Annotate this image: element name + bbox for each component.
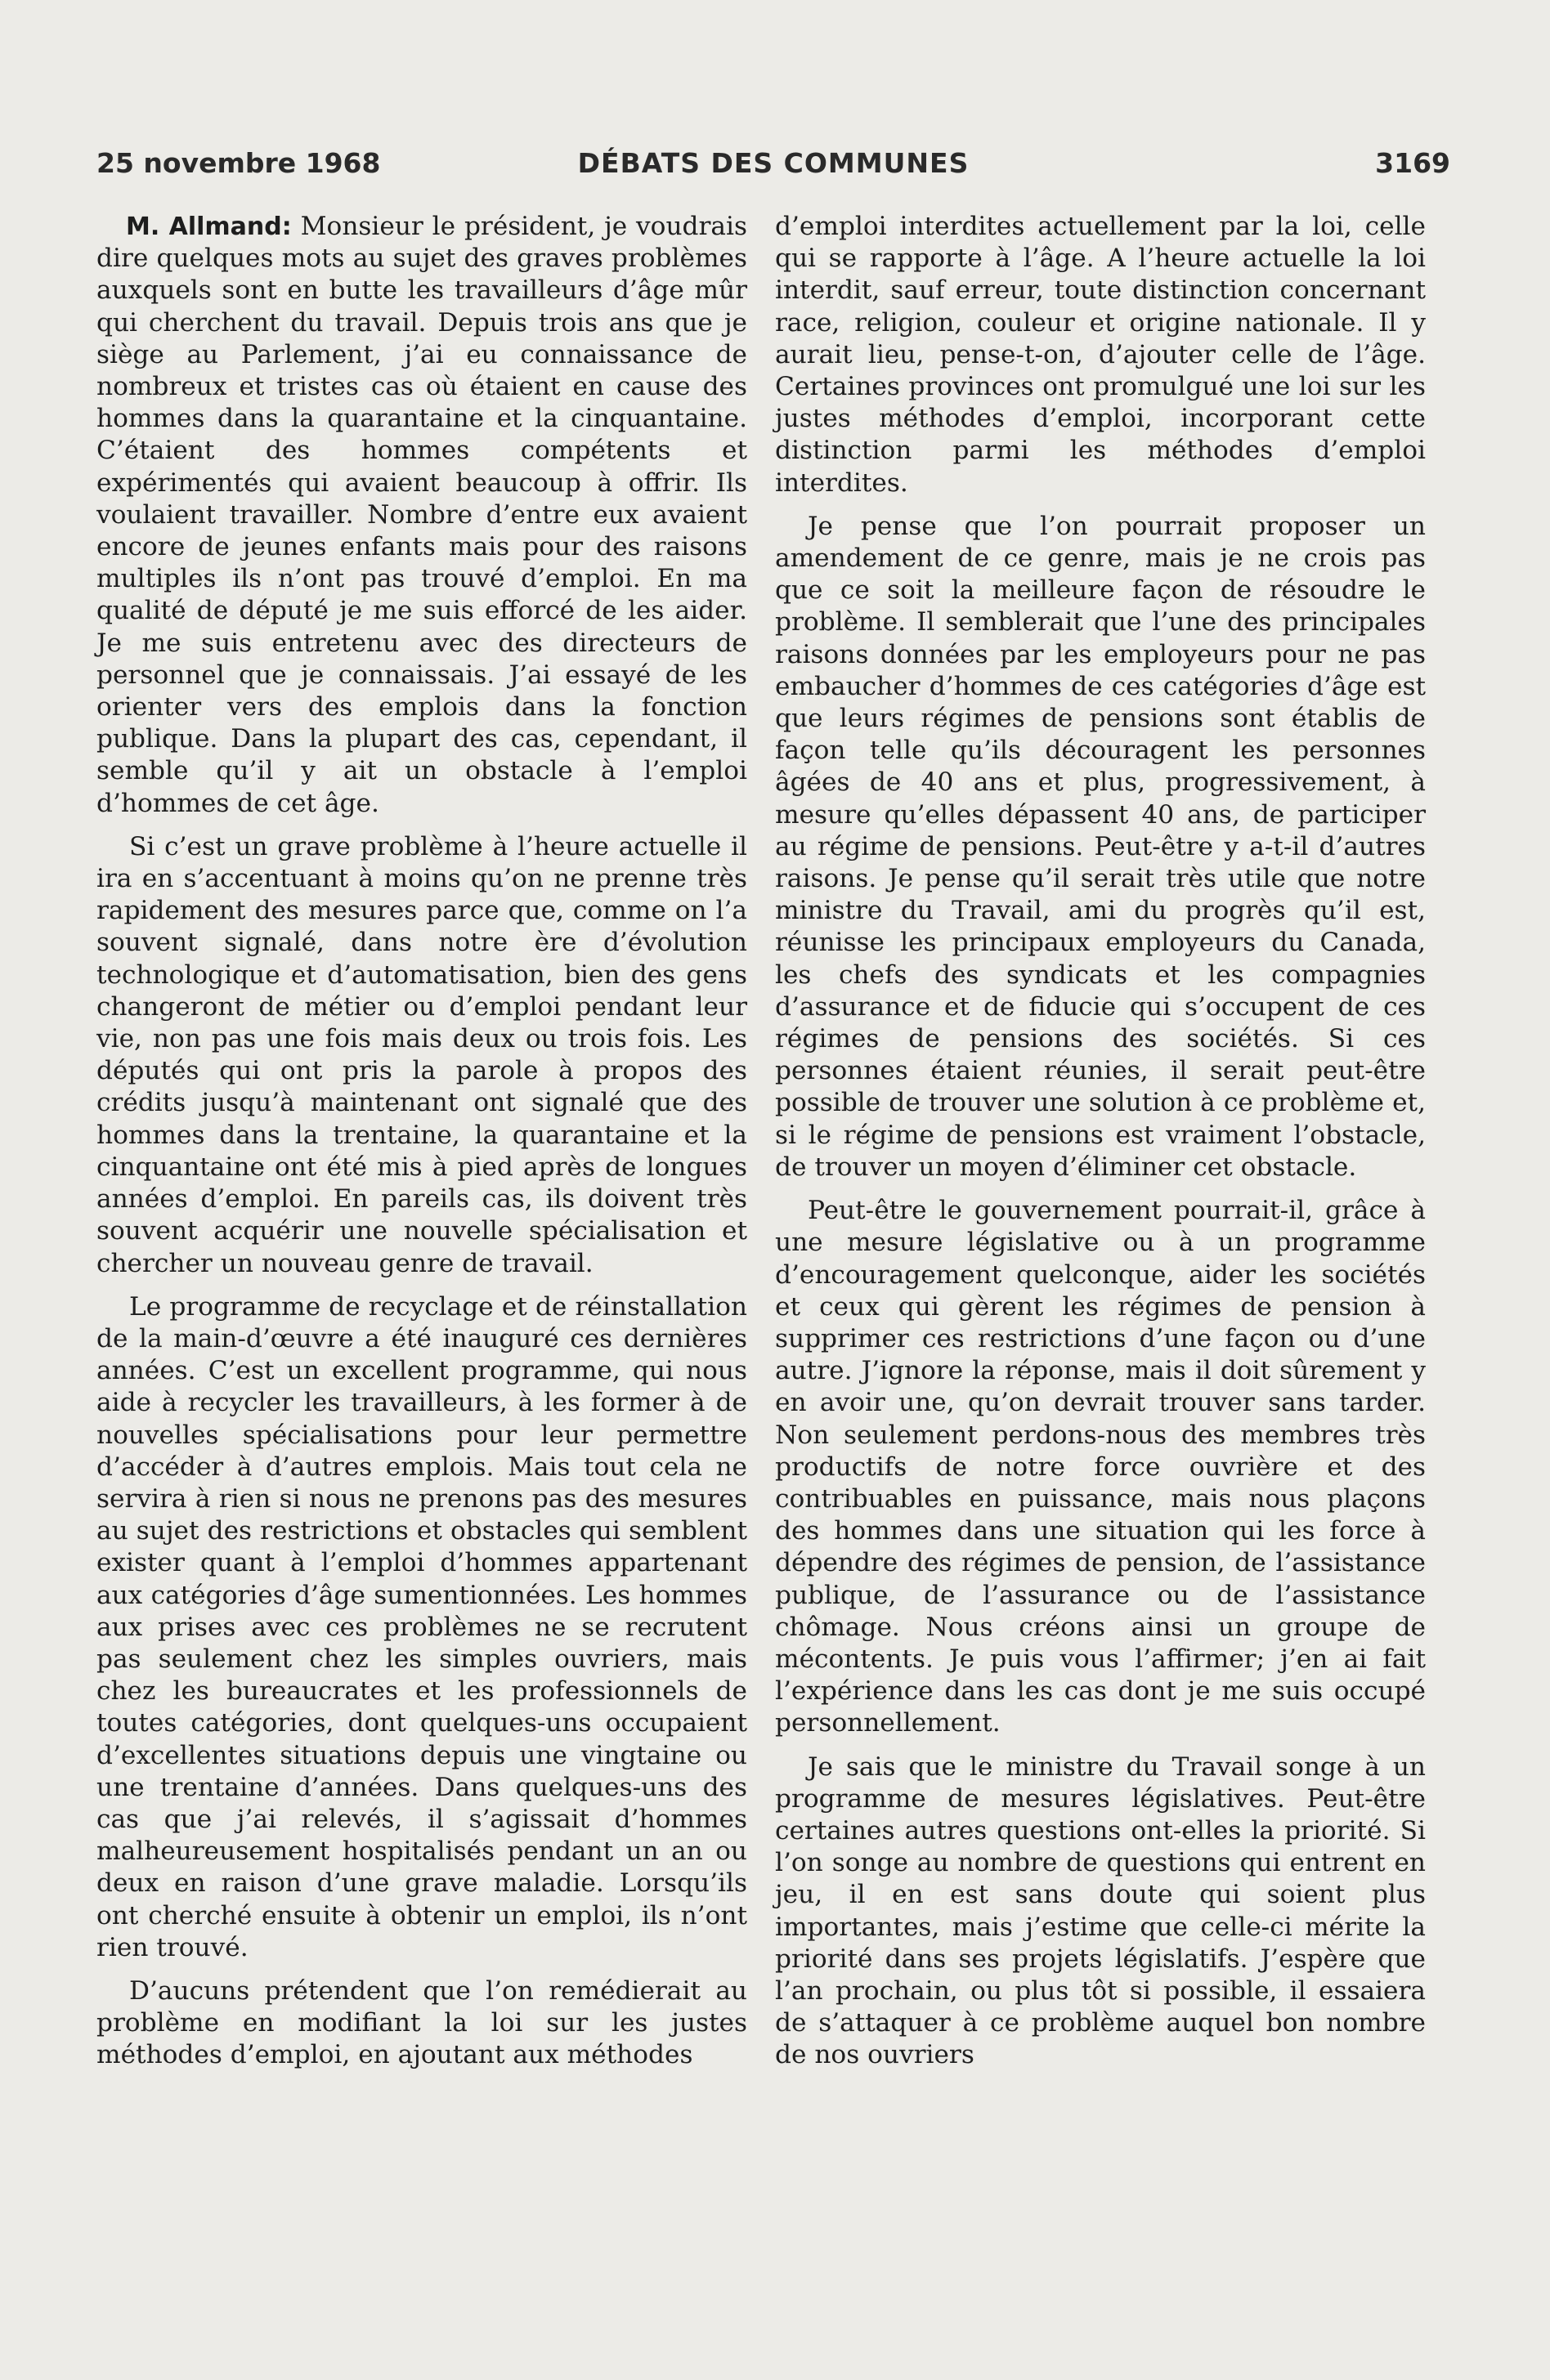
- paragraph-text: Monsieur le président, je voudrais dire quelques mots au sujet des graves problèmes auxquels sont en butte les travailleurs d’âge mûr qui cherchent du travail. Depuis trois ans que je siège au Parlement, j’ai eu connaissance de nombreux et tristes cas où étaient en cause des hommes dans la quarantaine et la cinquantaine. C’étaient des hommes compétents et expérimentés qui avaient beaucoup à offrir. Ils voulaient travailler. Nombre d’entre eux avaient encore de jeunes enfants mais pour des raisons multiples ils n’ont pas trouvé d’emploi. En ma qualité de député je me suis efforcé de les aider. Je me suis entretenu avec des directeurs de personnel que je connaissais. J’ai essayé de les orienter vers des emplois dans la fonction publique. Dans la plupart des cas, cependant, il semble qu’il y ait un obstacle à l’emploi d’hommes de cet âge.: [96, 212, 747, 818]
- paragraph: Le programme de recyclage et de réinstallation de la main-d’œuvre a été inauguré ces dernières années. C’est un excellent programme, qui nous aide à recycler les travailleurs, à les former à de nouvelles spécialisations pour leur permettre d’accéder à d’autres emplois. Mais tout cela ne servira à rien si nous ne prenons pas des mesures au sujet des restrictions et obstacles qui semblent exister quant à l’emploi d’hommes appartenant aux catégories d’âge sumentionnées. Les hommes aux prises avec ces problèmes ne se recrutent pas seulement chez les simples ouvriers, mais chez les bureaucrates et les professionnels de toutes catégories, dont quelques-uns occupaient d’excellentes situations depuis une vingtaine ou une trentaine d’années. Dans quelques-uns des cas que j’ai relevés, il s’agissait d’hommes malheureusement hospitalisés pendant un an ou deux en raison d’une grave maladie. Lorsqu’ils ont cherché ensuite à obtenir un emploi, ils n’ont rien trouvé.: [96, 1291, 747, 1962]
- speaker-name: M. Allmand:: [126, 212, 292, 241]
- header-date: 25 novembre 1968: [96, 147, 381, 179]
- paragraph: d’emploi interdites actuellement par la loi, celle qui se rapporte à l’âge. A l’heure actuelle la loi interdit, sauf erreur, toute distinction concernant race, religion, couleur et origine nationale. Il y aurait lieu, pense-t-on, d’ajouter celle de l’âge. Certaines provinces ont promulgué une loi sur les justes méthodes d’emploi, incorporant cette distinction parmi les méthodes d’emploi interdites.: [775, 212, 1426, 498]
- paragraph: [96, 211, 747, 820]
- header-title: DÉBATS DES COMMUNES: [577, 147, 970, 179]
- paragraph: Peut-être le gouvernement pourrait-il, grâce à une mesure législative ou à un programme d’encouragement quelconque, aider les sociétés et ceux qui gèrent les régimes de pension à supprimer ces restrictions d’une façon ou d’une autre. J’ignore la réponse, mais il doit sûrement y en avoir une, qu’on devrait trouver sans tarder. Non seulement perdons-nous des membres très productifs de notre force ouvrière et des contribuables en puissance, mais nous plaçons des hommes dans une situation qui les force à dépendre des régimes de pension, de l’assistance publique, de l’assurance ou de l’assistance chômage. Nous créons ainsi un groupe de mécontents. Je puis vous l’affirmer; j’en ai fait l’expérience dans les cas dont je me suis occupé personnellement.: [775, 1196, 1426, 1738]
- right-column: [775, 211, 1426, 2083]
- paragraph: Je sais que le ministre du Travail songe à un programme de mesures législatives. Peut-être certaines autres questions ont-elles la priorité. Si l’on songe au nombre de questions qui entrent en jeu, il en est sans doute qui soient plus importantes, mais j’estime que celle-ci mérite la priorité dans ses projets législatifs. J’espère que l’an prochain, ou plus tôt si possible, il essaiera de s’attaquer à ce problème auquel bon nombre de nos ouvriers: [775, 1751, 1426, 2070]
- left-column: [96, 211, 747, 2083]
- paragraph: Je pense que l’on pourrait proposer un amendement de ce genre, mais je ne crois pas que ce soit la meilleure façon de résoudre le problème. Il semblerait que l’une des principales raisons données par les employeurs pour ne pas embaucher d’hommes de ces catégories d’âge est que leurs régimes de pensions sont établis de façon telle qu’ils découragent les personnes âgées de 40 ans et plus, progressivement, à mesure qu’elles dépassent 40 ans, de participer au régime de pensions. Peut-être y a-t-il d’autres raisons. Je pense qu’il serait très utile que notre ministre du Travail, ami du progrès qu’il est, réunisse les principaux employeurs du Canada, les chefs des syndicats et les compagnies d’assurance et de fiducie qui s’occupent de ces régimes de pensions des sociétés. Si ces personnes étaient réunies, il serait peut-être possible de trouver une solution à ce problème et, si le régime de pensions est vraiment l’obstacle, de trouver un moyen d’éliminer cet obstacle.: [775, 511, 1426, 1182]
- paragraph: Si c’est un grave problème à l’heure actuelle il ira en s’accentuant à moins qu’on ne prenne très rapidement des mesures parce que, comme on l’a souvent signalé, dans notre ère d’évolution technologique et d’automatisation, bien des gens changeront de métier ou d’emploi pendant leur vie, non pas une fois mais deux ou trois fois. Les députés qui ont pris la parole à propos des crédits jusqu’à maintenant ont signalé que des hommes dans la trentaine, la quarantaine et la cinquantaine ont été mis à pied après de longues années d’emploi. En pareils cas, ils doivent très souvent acquérir une nouvelle spécialisation et chercher un nouveau genre de travail.: [96, 831, 747, 1278]
- page-number: 3169: [1375, 147, 1450, 179]
- paragraph: D’aucuns prétendent que l’on remédierait au problème en modifiant la loi sur les justes méthodes d’emploi, en ajoutant aux méthodes: [96, 1975, 747, 2070]
- page-header: [96, 145, 1450, 186]
